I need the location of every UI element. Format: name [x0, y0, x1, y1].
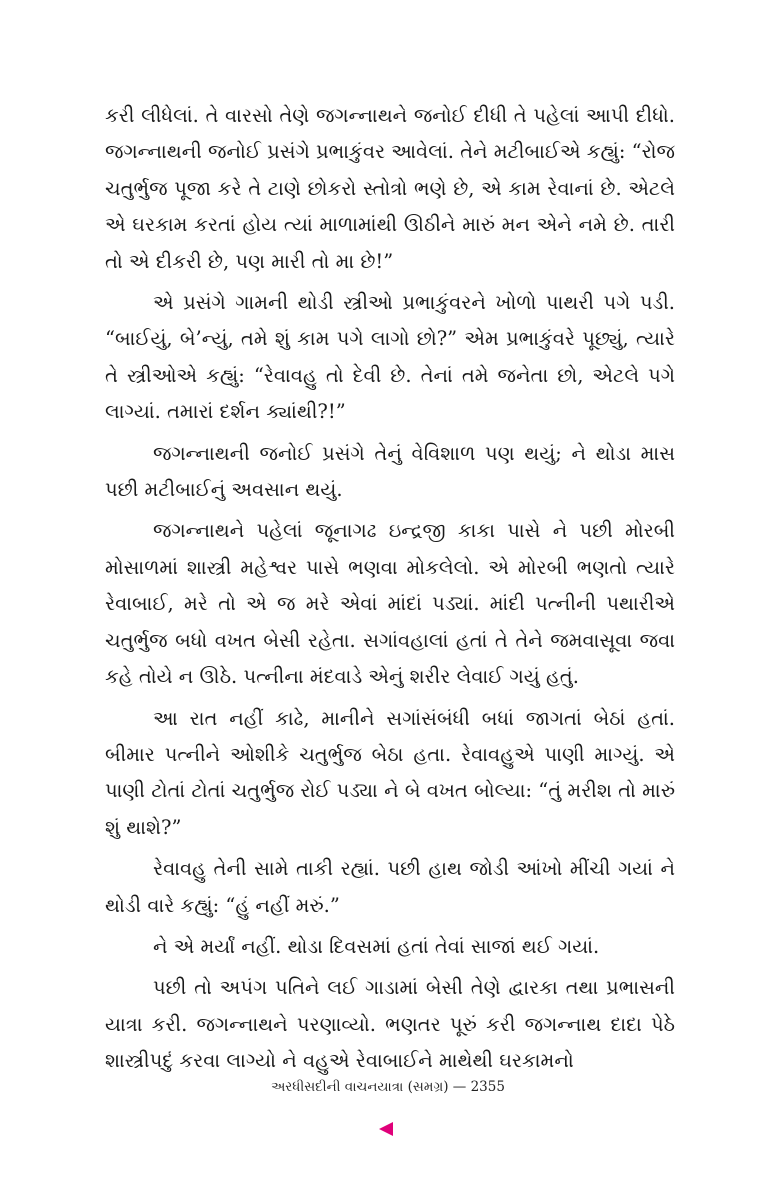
previous-page-arrow-icon[interactable]: [379, 1122, 393, 1136]
paragraph-3: જગન્નાથની જનોઈ પ્રસંગે તેનું વેવિશાળ પણ થયું; ને થોડા માસ પછી મટીબાઈનું અવસાન થયું.: [105, 441, 675, 502]
paragraph-5: આ રાત નહીં કાઢે, માનીને સગાંસંબંધી બધાં જાગતાં બેઠાં હતાં. બીમાર પત્નીને ઓશીકે ચતુર્ભુજ બેઠા હતા. રેવાવહુએ પાણી માગ્યું. એ પાણી ટોતાં ટોતાં ચતુર્ભુજ રોઈ પડ્યા ને બે વખત બોલ્યા: “તું મરીશ તો મારું શું થાશે?”: [105, 706, 675, 839]
paragraph-4: જગન્નાથને પહેલાં જૂનાગઢ ઇન્દ્રજી કાકા પાસે ને પછી મોરબી મોસાળમાં શાસ્ત્રી મહેશ્વર પાસે ભણવા મોકલેલો. એ મોરબી ભણતો ત્યારે રેવાબાઈ, મરે તો એ જ મરે એવાં માંદાં પડ્યાં. માંદી પત્નીની પથારીએ ચતુર્ભુજ બધો વખત બેસી રહેતા. સગાંવહાલાં હતાં તે તેને જમવાસૂવા જવા કહે તોયે ન ઊઠે. પત્નીના મંદવાડે એનું શરીર લેવાઈ ગયું હતું.: [105, 519, 675, 689]
paragraph-1: કરી લીધેલાં. તે વારસો તેણે જગન્નાથને જનોઈ દીધી તે પહેલાં આપી દીધો. જગન્નાથની જનોઈ પ્રસંગે પ્રભાકુંવર આવેલાં. તેને મટીબાઈએ કહ્યું: “રોજ ચતુર્ભુજ પૂજા કરે તે ટાણે છોકરો સ્તોત્રો ભણે છે, એ કામ રેવાનાં છે. એટલે એ ઘરકામ કરતાં હોય ત્યાં માળામાંથી ઊઠીને મારું મન એને નમે છે. તારી તો એ દીકરી છે, પણ મારી તો મા છે!”: [105, 104, 675, 273]
body-text: [105, 98, 675, 1085]
paragraph-6: રેવાવહુ તેની સામે તાકી રહ્યાં. પછી હાથ જોડી આંખો મીંચી ગયાં ને થોડી વારે કહ્યું: “હું નહીં મરું.”: [105, 857, 675, 917]
paragraph-2: એ પ્રસંગે ગામની થોડી સ્ત્રીઓ પ્રભાકુંવરને ખોળો પાથરી પગે પડી. “બાઈયું, બે’ન્યું, તમે શું કામ પગે લાગો છો?” એમ પ્રભાકુંવરે પૂછ્યું, ત્યારે તે સ્ત્રીઓએ કહ્યું: “રેવાવહુ તો દેવી છે. તેનાં તમે જનેતા છો, એટલે પગે લાગ્યાં. તમારાં દર્શન ક્યાંથી?!”: [105, 291, 675, 424]
page-footer: અરધીસદીની વાચનયાત્રા (સમગ્ર) — 2355: [271, 1079, 505, 1095]
paragraph-7: ને એ મર્યાં નહીં. થોડા દિવસમાં હતાં તેવાં સાજાં થઈ ગયાં.: [153, 934, 600, 958]
paragraph-8: પછી તો અપંગ પતિને લઈ ગાડામાં બેસી તેણે દ્વારકા તથા પ્રભાસની યાત્રા કરી. જગન્નાથને પરણાવ્યો. ભણતર પૂરું કરી જગન્નાથ દાદા પેઠે શાસ્ત્રીપદું કરવા લાગ્યો ને વહુએ રેવાબાઈને માથેથી ઘરકામનો: [105, 976, 675, 1073]
